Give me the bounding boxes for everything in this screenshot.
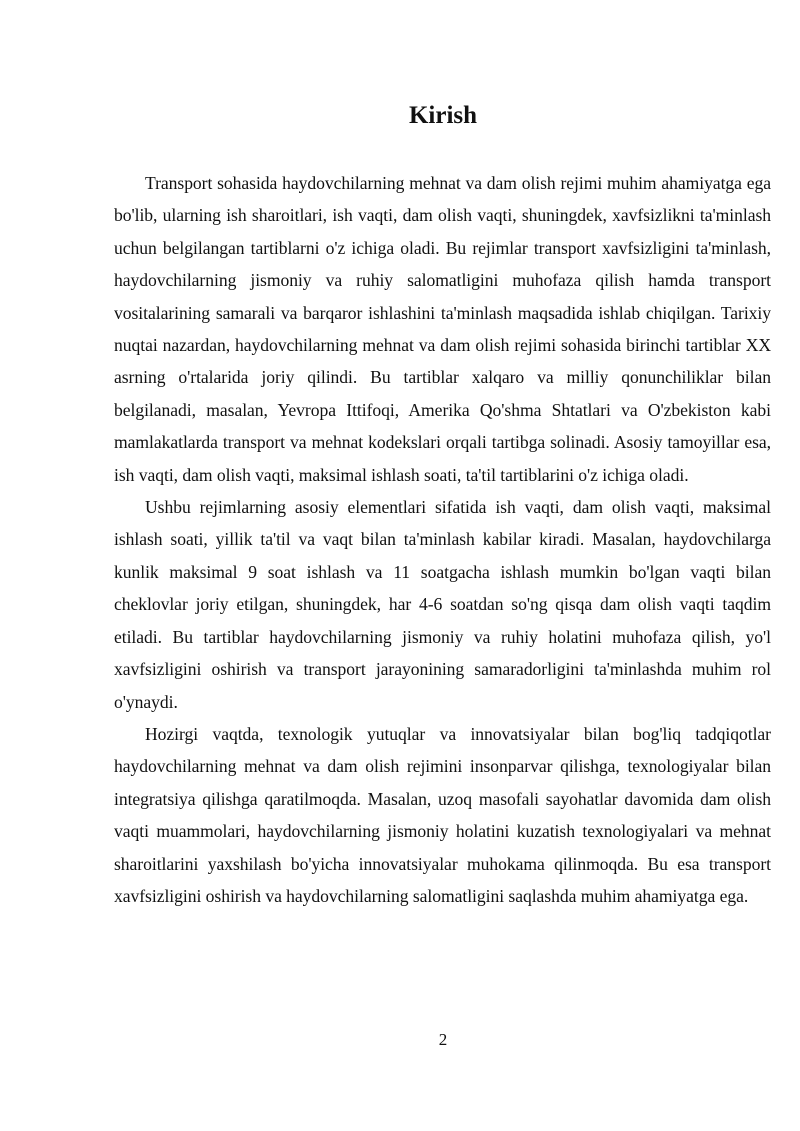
page-title: Kirish bbox=[408, 102, 478, 129]
paragraph-2: Ushbu rejimlarning asosiy elementlari sifatida ish vaqti, dam olish vaqti, maksimal ishlash soati, yillik ta'til va vaqt bilan ta'minlash kabilar kiradi. Masalan, haydovchilarga kunlik maksimal 9 soat ishlash va 11 soatgacha ishlash mumkin bo'lgan vaqti bilan cheklovlar joriy etilgan, shuningdek, har 4-6 soatdan so'ng qisqa dam olish vaqti taqdim etiladi. Bu tartiblar haydovchilarning jismoniy va ruhiy holatini muhofaza qilish, yo'l xavfsizligini oshirish va transport jarayonining samaradorligini ta'minlashda muhim rol o'ynaydi. bbox=[114, 497, 771, 712]
page-number: 2 bbox=[438, 1030, 448, 1049]
body-text bbox=[114, 167, 771, 912]
paragraph-3: Hozirgi vaqtda, texnologik yutuqlar va innovatsiyalar bilan bog'liq tadqiqotlar haydovchilarning mehnat va dam olish rejimini insonparvar qilishga, texnologiyalar bilan integratsiya qilishga qaratilmoqda. Masalan, uzoq masofali sayohatlar davomida dam olish vaqti muammolari, haydovchilarning jismoniy holatini kuzatish texnologiyalari va mehnat sharoitlarini yaxshilash bo'yicha innovatsiyalar muhokama qilinmoqda. Bu esa transport xavfsizligini oshirish va haydovchilarning salomatligini saqlashda muhim ahamiyatga ega. bbox=[114, 723, 771, 906]
paragraph-1: Transport sohasida haydovchilarning mehnat va dam olish rejimi muhim ahamiyatga ega bo'lib, ularning ish sharoitlari, ish vaqti, dam olish vaqti, shuningdek, xavfsizlikni ta'minlash uchun belgilangan tartiblarni o'z ichiga oladi. Bu rejimlar transport xavfsizligini ta'minlash, haydovchilarning jismoniy va ruhiy salomatligini muhofaza qilish hamda transport vositalarining samarali va barqaror ishlashini ta'minlash maqsadida ishlab chiqilgan. Tarixiy nuqtai nazardan, haydovchilarning mehnat va dam olish rejimi sohasida birinchi tartiblar XX asrning o'rtalarida joriy qilindi. Bu tartiblar xalqaro va milliy qonunchiliklar bilan belgilanadi, masalan, Yevropa Ittifoqi, Amerika Qo'shma Shtatlari va O'zbekiston kabi mamlakatlarda transport va mehnat kodekslari orqali tartibga solinadi. Asosiy tamoyillar esa, ish vaqti, dam olish vaqti, maksimal ishlash soati, ta'til tartiblarini o'z ichiga oladi. bbox=[114, 173, 771, 485]
